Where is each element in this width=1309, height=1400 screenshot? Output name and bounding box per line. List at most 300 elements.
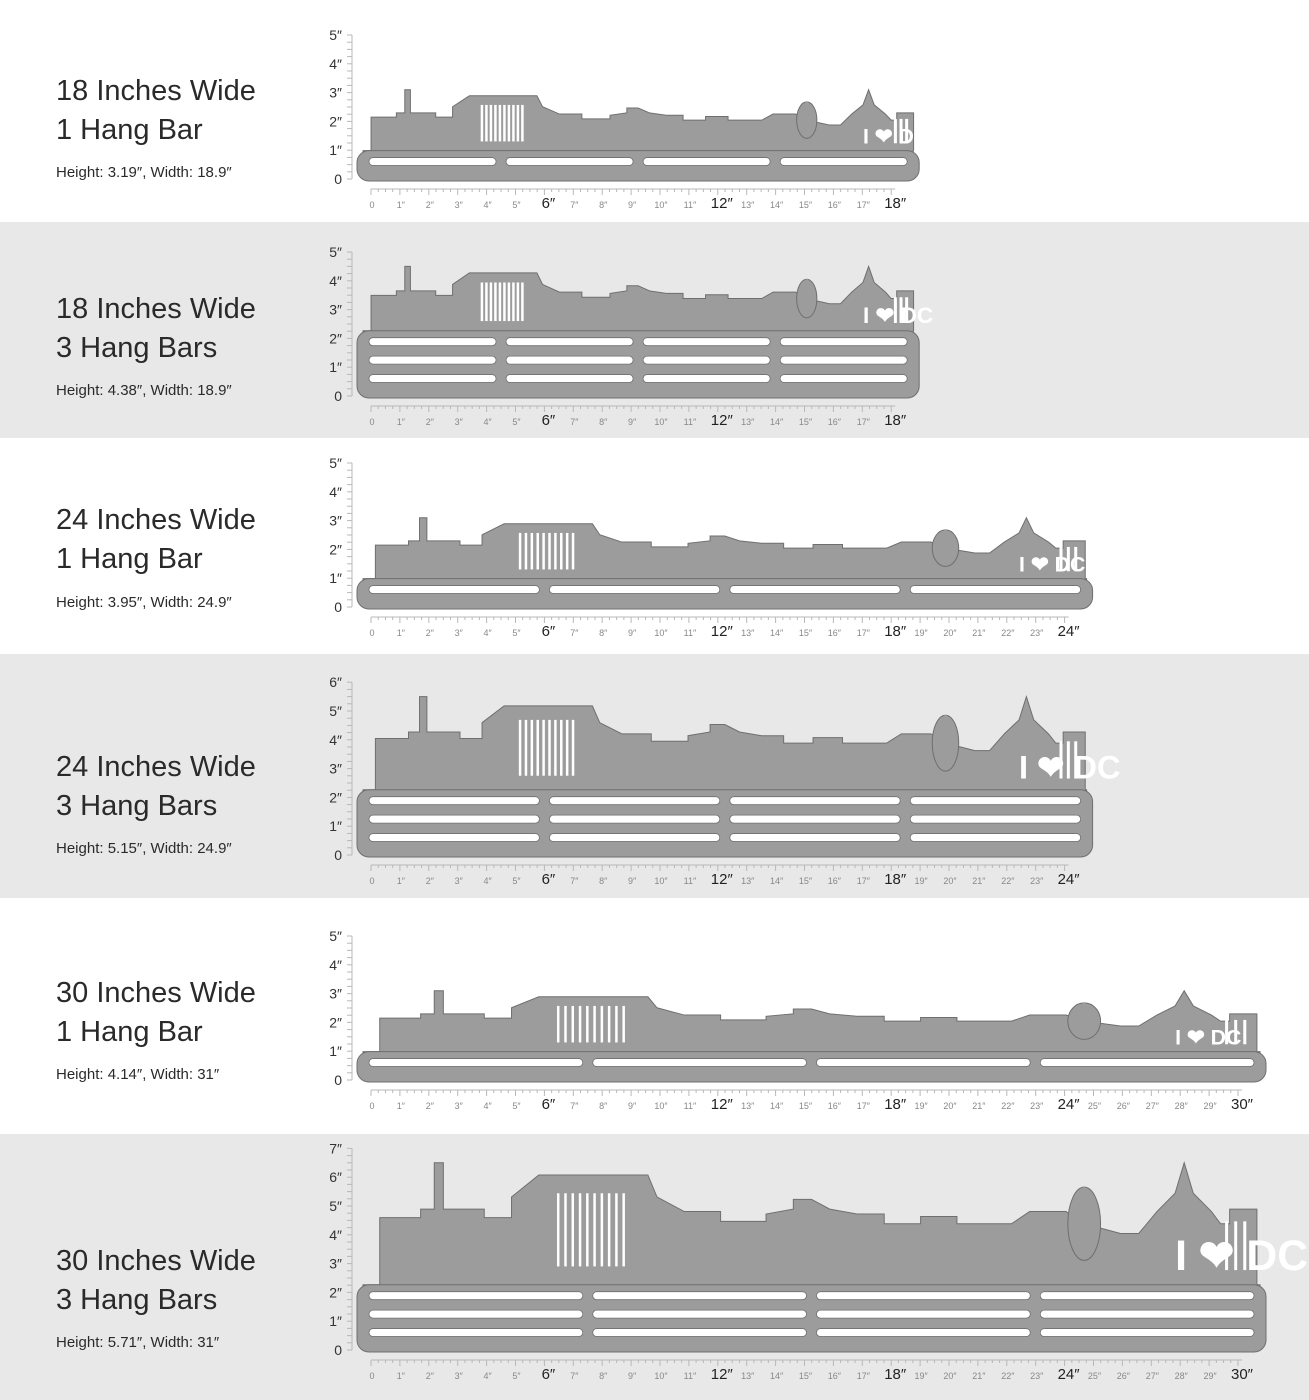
width-tick-label: 11″ [683,1371,697,1381]
column-cutout [503,105,506,142]
hang-bar-slot [369,338,496,346]
height-tick-label: 2″ [329,1014,342,1031]
width-tick-label: 15″ [798,876,813,886]
hang-bar-slot [549,797,719,805]
width-tick-label: 2″ [425,628,434,638]
width-ruler [369,617,1080,640]
hang-bar-slot [369,586,539,594]
skyline-medal-rack [357,90,929,181]
width-ruler [369,406,906,429]
column-cutout [566,720,569,776]
hang-bar-slot [910,797,1080,805]
column-cutout [542,720,545,776]
hang-bar-slot [506,356,633,364]
hang-bar-slot [817,1310,1031,1318]
column-cutout [572,1193,575,1266]
column-cutout [485,282,488,321]
column-cutout [536,720,539,776]
height-tick-label: 5″ [329,703,342,719]
width-tick-label: 9″ [627,628,637,638]
hang-bar-slot [593,1059,807,1067]
width-tick-label: 2″ [425,1371,434,1381]
width-tick-label: 6″ [541,871,556,888]
width-title: 18 Inches Wide [56,75,256,107]
column-cutout [519,533,522,570]
i-love-dc-cutout: I ❤ DC [1019,749,1121,786]
width-tick-label: 28″ [1174,1101,1188,1111]
width-tick-label: 11″ [683,417,697,427]
height-tick-label: 1″ [329,1313,342,1330]
hang-bar-slot [910,586,1080,594]
height-tick-label: 3″ [329,512,342,529]
height-tick-label: 2″ [329,113,342,130]
hang-bar-slot [369,1292,583,1300]
skyline-medal-rack [357,266,933,398]
dimension-spec: Height: 4.14″, Width: 31″ [56,1066,220,1083]
hang-bar-slot [369,158,496,166]
width-tick-label: 3″ [454,1371,463,1381]
column-cutout [622,1006,625,1043]
width-tick-label: 20″ [943,1101,957,1111]
column-cutout [490,282,493,321]
width-tick-label: 29″ [1203,1101,1217,1111]
height-tick-label: 3″ [329,760,342,777]
hang-bar-slot [730,834,900,842]
width-title: 30 Inches Wide [56,977,256,1009]
height-ruler [329,928,352,1088]
height-tick-label: 5″ [329,455,342,471]
width-tick-label: 18″ [884,195,907,212]
width-title: 24 Inches Wide [56,751,256,783]
height-tick-label: 3″ [329,1255,342,1272]
column-cutout [494,105,497,142]
width-tick-label: 2″ [425,1101,434,1111]
width-tick-label: 24″ [1057,1096,1080,1113]
width-title: 30 Inches Wide [56,1245,256,1277]
width-tick-label: 9″ [627,1371,637,1381]
column-cutout [608,1006,611,1043]
column-cutout [560,533,563,570]
column-cutout [548,720,551,776]
height-tick-label: 0 [334,388,342,404]
width-tick-label: 1″ [396,200,406,210]
width-tick-label: 3″ [454,876,463,886]
height-ruler [329,455,352,615]
width-tick-label: 0 [369,1101,375,1111]
column-cutout [521,105,524,142]
hang-bar-slot [780,338,907,346]
i-love-dc-cutout: I ❤ DC [1175,1025,1242,1050]
width-tick-label: 23″ [1030,628,1044,638]
height-tick-label: 5″ [329,1198,342,1214]
width-tick-label: 16″ [827,417,842,427]
height-tick-label: 2″ [329,1284,342,1301]
hang-bar-slot [643,356,770,364]
width-tick-label: 19″ [914,628,928,638]
width-tick-label: 5″ [512,1101,521,1111]
dimension-spec: Height: 3.95″, Width: 24.9″ [56,594,232,611]
column-cutout [560,720,563,776]
width-tick-label: 7″ [570,876,579,886]
width-tick-label: 16″ [827,628,842,638]
width-tick-label: 20″ [943,628,957,638]
column-cutout [608,1193,611,1266]
height-tick-label: 1″ [329,142,342,159]
width-tick-label: 13″ [741,628,755,638]
width-tick-label: 4″ [483,628,492,638]
width-tick-label: 17″ [856,628,870,638]
height-tick-label: 3″ [329,985,342,1002]
hang-bar-slot [369,1059,583,1067]
width-tick-label: 10″ [654,1371,668,1381]
width-tick-label: 17″ [856,1101,870,1111]
column-cutout [557,1193,560,1266]
bar-count-title: 3 Hang Bars [56,790,218,822]
width-ruler [369,1090,1253,1113]
column-cutout [525,720,528,776]
height-tick-label: 6″ [329,674,342,691]
width-tick-label: 21″ [972,1101,986,1111]
dimension-spec: Height: 5.15″, Width: 24.9″ [56,840,232,857]
hang-bar-slot [369,375,496,383]
height-tick-label: 4″ [329,956,342,973]
column-cutout [499,282,502,321]
height-tick-label: 4″ [329,55,342,72]
hang-bar-slot [549,834,719,842]
column-cutout [548,533,551,570]
width-tick-label: 16″ [827,1371,842,1381]
width-tick-label: 13″ [741,200,755,210]
width-tick-label: 22″ [1001,876,1015,886]
dimension-spec: Height: 5.71″, Width: 31″ [56,1334,220,1351]
skyline-medal-rack [357,991,1266,1082]
height-tick-label: 2″ [329,330,342,347]
width-tick-label: 14″ [769,1101,784,1111]
width-tick-label: 12″ [710,871,733,888]
width-ruler [369,1360,1253,1383]
height-tick-label: 1″ [329,1043,342,1060]
column-cutout [485,105,488,142]
hang-bar-slot [369,356,496,364]
hang-bar-slot [506,338,633,346]
width-tick-label: 9″ [627,1101,637,1111]
column-cutout [517,105,520,142]
width-tick-label: 15″ [798,628,813,638]
width-tick-label: 7″ [570,628,579,638]
width-tick-label: 30″ [1231,1096,1253,1113]
width-tick-label: 0 [369,417,375,427]
column-cutout [593,1193,596,1266]
hang-bar-slot [1040,1310,1254,1318]
column-cutout [593,1006,596,1043]
height-tick-label: 0 [334,1342,342,1358]
width-tick-label: 11″ [683,628,697,638]
height-tick-label: 5″ [329,27,342,43]
hang-bar-slot [730,797,900,805]
column-cutout [601,1006,604,1043]
column-cutout [499,105,502,142]
width-tick-label: 2″ [425,200,434,210]
rack-figure [329,1140,1308,1383]
width-tick-label: 1″ [396,417,406,427]
width-tick-label: 17″ [856,417,870,427]
hang-bar-slot [369,1310,583,1318]
hang-bar-slot [1040,1292,1254,1300]
hang-bar-slot [643,158,770,166]
column-cutout [531,533,534,570]
width-tick-label: 30″ [1231,1366,1253,1383]
hang-bar-slot [593,1329,807,1337]
height-ruler [329,244,352,404]
column-cutout [566,533,569,570]
width-tick-label: 3″ [454,1101,463,1111]
width-tick-label: 6″ [541,195,556,212]
skyline-medal-rack [357,697,1121,857]
width-tick-label: 1″ [396,1371,406,1381]
column-cutout [481,105,484,142]
hang-bar-slot [1040,1059,1254,1067]
column-cutout [572,720,575,776]
skyline-medal-rack [357,1163,1308,1352]
width-tick-label: 14″ [769,200,784,210]
hang-bar-slot [817,1329,1031,1337]
width-tick-label: 4″ [483,876,492,886]
width-tick-label: 1″ [396,1101,406,1111]
width-tick-label: 15″ [798,1371,813,1381]
column-cutout [554,720,557,776]
hang-bar-slot [506,158,633,166]
height-tick-label: 0 [334,1072,342,1088]
height-tick-label: 4″ [329,731,342,748]
width-tick-label: 19″ [914,1101,928,1111]
height-tick-label: 6″ [329,1169,342,1186]
column-cutout [512,282,515,321]
hang-bar-slot [817,1059,1031,1067]
width-tick-label: 13″ [741,1371,755,1381]
hang-bar-slot [369,797,539,805]
height-tick-label: 7″ [329,1140,342,1157]
rack-figure [329,27,929,212]
width-tick-label: 17″ [856,200,870,210]
width-tick-label: 24″ [1057,623,1080,640]
column-cutout [601,1193,604,1266]
hang-bar-slot [730,586,900,594]
width-tick-label: 7″ [570,1101,579,1111]
width-tick-label: 14″ [769,417,784,427]
width-tick-label: 2″ [425,876,434,886]
width-tick-label: 7″ [570,1371,579,1381]
column-cutout [564,1006,567,1043]
hang-bar-slot [817,1292,1031,1300]
hang-bar-slot [643,338,770,346]
width-tick-label: 21″ [972,628,986,638]
height-tick-label: 1″ [329,818,342,835]
hang-bar-slot [369,815,539,823]
width-tick-label: 19″ [914,1371,928,1381]
width-tick-label: 22″ [1001,1101,1015,1111]
hang-bar-slot [643,375,770,383]
rack-figure [329,928,1266,1113]
bar-count-title: 1 Hang Bar [56,1016,203,1048]
width-tick-label: 12″ [710,1096,733,1113]
width-tick-label: 9″ [627,200,637,210]
width-tick-label: 12″ [710,412,733,429]
width-tick-label: 23″ [1030,1371,1044,1381]
hang-bar-slot [549,586,719,594]
height-tick-label: 1″ [329,570,342,587]
width-tick-label: 0 [369,628,375,638]
width-tick-label: 23″ [1030,1101,1044,1111]
width-tick-label: 19″ [914,876,928,886]
width-tick-label: 22″ [1001,628,1015,638]
column-cutout [572,1006,575,1043]
width-tick-label: 25″ [1087,1371,1102,1381]
width-tick-label: 10″ [654,628,668,638]
column-cutout [512,105,515,142]
hang-bar-slot [369,1329,583,1337]
dimension-spec: Height: 4.38″, Width: 18.9″ [56,382,232,399]
height-tick-label: 0 [334,599,342,615]
width-tick-label: 15″ [798,417,813,427]
width-ruler [369,865,1080,888]
column-cutout [536,533,539,570]
column-cutout [586,1006,589,1043]
width-tick-label: 17″ [856,876,870,886]
width-tick-label: 9″ [627,876,637,886]
width-tick-label: 5″ [512,1371,521,1381]
width-tick-label: 20″ [943,876,957,886]
height-tick-label: 5″ [329,244,342,260]
bar-count-title: 3 Hang Bars [56,1284,218,1316]
width-tick-label: 5″ [512,200,521,210]
height-tick-label: 1″ [329,359,342,376]
column-cutout [508,282,511,321]
height-tick-label: 0 [334,171,342,187]
width-tick-label: 25″ [1087,1101,1102,1111]
width-tick-label: 8″ [599,628,608,638]
width-tick-label: 13″ [741,1101,755,1111]
width-tick-label: 6″ [541,1366,556,1383]
hang-bar-slot [780,375,907,383]
width-tick-label: 12″ [710,195,733,212]
column-cutout [579,1193,582,1266]
width-tick-label: 5″ [512,876,521,886]
skyline-medal-rack [357,518,1093,609]
building-window-cutout [1243,1020,1246,1044]
width-tick-label: 18″ [884,1096,907,1113]
width-tick-label: 1″ [396,876,406,886]
height-tick-label: 5″ [329,928,342,944]
width-tick-label: 14″ [769,628,784,638]
width-tick-label: 21″ [972,1371,986,1381]
width-tick-label: 8″ [599,1371,608,1381]
height-tick-label: 4″ [329,483,342,500]
bar-count-title: 1 Hang Bar [56,114,203,146]
height-tick-label: 3″ [329,301,342,318]
width-tick-label: 8″ [599,1101,608,1111]
i-love-dc-cutout: I ❤ DC [1019,552,1086,577]
width-tick-label: 11″ [683,1101,697,1111]
column-cutout [554,533,557,570]
width-tick-label: 7″ [570,417,579,427]
width-tick-label: 4″ [483,1371,492,1381]
column-cutout [494,282,497,321]
width-tick-label: 13″ [741,876,755,886]
hang-bar-slot [1040,1329,1254,1337]
column-cutout [542,533,545,570]
width-tick-label: 11″ [683,876,697,886]
width-tick-label: 18″ [884,1366,907,1383]
hang-bar-slot [730,815,900,823]
width-tick-label: 0 [369,876,375,886]
width-tick-label: 20″ [943,1371,957,1381]
width-tick-label: 29″ [1203,1371,1217,1381]
height-tick-label: 2″ [329,789,342,806]
width-title: 18 Inches Wide [56,293,256,325]
width-tick-label: 6″ [541,623,556,640]
width-tick-label: 10″ [654,417,668,427]
width-tick-label: 5″ [512,417,521,427]
width-tick-label: 15″ [798,200,813,210]
column-cutout [519,720,522,776]
width-tick-label: 5″ [512,628,521,638]
column-cutout [572,533,575,570]
rack-figure [329,244,933,429]
width-title: 24 Inches Wide [56,504,256,536]
height-ruler [329,27,352,187]
width-tick-label: 7″ [570,200,579,210]
hang-bar-slot [780,158,907,166]
width-tick-label: 11″ [683,200,697,210]
hang-bar-slot [910,815,1080,823]
column-cutout [517,282,520,321]
bar-count-title: 1 Hang Bar [56,543,203,575]
width-tick-label: 22″ [1001,1371,1015,1381]
rack-figure [329,455,1092,640]
width-tick-label: 18″ [884,871,907,888]
i-love-dc-cutout: I ❤ DC [862,124,930,149]
width-tick-label: 6″ [541,412,556,429]
height-tick-label: 0 [334,847,342,863]
hang-bar-slot [593,1292,807,1300]
width-tick-label: 21″ [972,876,986,886]
width-tick-label: 24″ [1057,871,1080,888]
width-tick-label: 16″ [827,876,842,886]
width-tick-label: 12″ [710,623,733,640]
column-cutout [508,105,511,142]
hang-bar-slot [910,834,1080,842]
column-cutout [531,720,534,776]
width-tick-label: 27″ [1145,1101,1159,1111]
width-tick-label: 1″ [396,628,406,638]
column-cutout [521,282,524,321]
width-tick-label: 15″ [798,1101,813,1111]
width-tick-label: 9″ [627,417,637,427]
width-tick-label: 17″ [856,1371,870,1381]
dimension-spec: Height: 3.19″, Width: 18.9″ [56,164,232,181]
height-tick-label: 4″ [329,1226,342,1243]
width-tick-label: 8″ [599,200,608,210]
hang-bar-slot [506,375,633,383]
hang-bar-slot [369,834,539,842]
width-tick-label: 16″ [827,200,842,210]
width-tick-label: 4″ [483,417,492,427]
width-tick-label: 12″ [710,1366,733,1383]
width-tick-label: 10″ [654,876,668,886]
width-tick-label: 13″ [741,417,755,427]
hang-bar-slot [780,356,907,364]
column-cutout [615,1193,618,1266]
